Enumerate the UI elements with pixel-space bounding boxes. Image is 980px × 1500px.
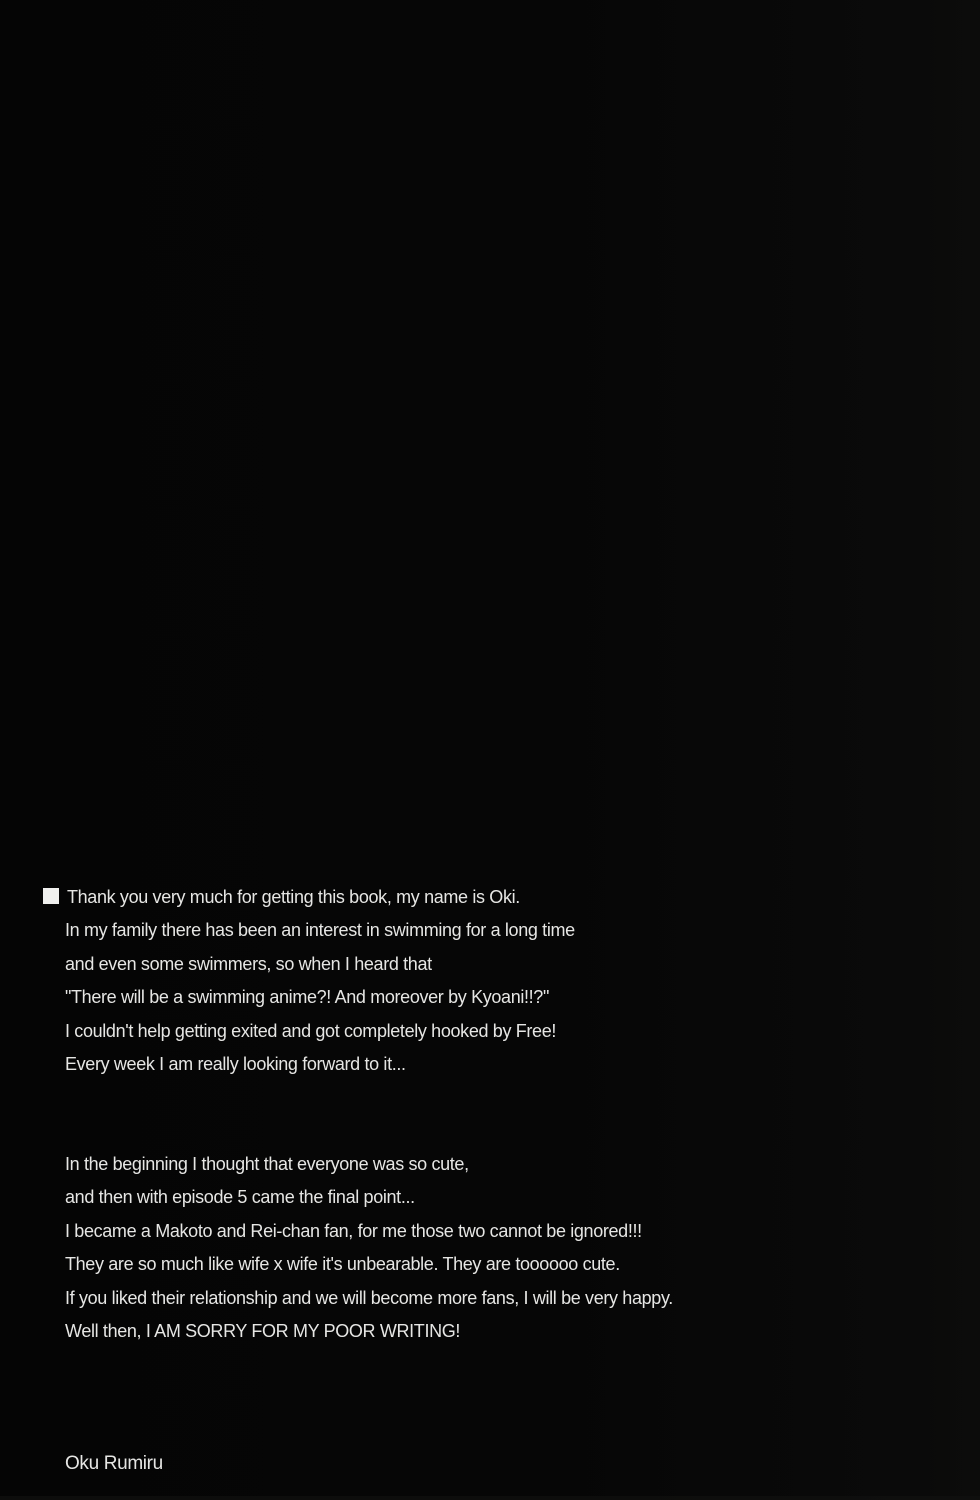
afterword-line: In my family there has been an interest in swimming for a long time <box>65 920 575 941</box>
afterword-line <box>43 881 575 914</box>
afterword-line: If you liked their relationship and we will become more fans, I will be very happy. <box>65 1287 673 1308</box>
square-bullet-icon <box>43 888 59 904</box>
afterword-intro-paragraph <box>43 881 575 1081</box>
author-signature: Oku Rumiru <box>65 1453 163 1474</box>
afterword-line: I became a Makoto and Rei-chan fan, for me those two cannot be ignored!!! <box>65 1220 642 1241</box>
afterword-line: "There will be a swimming anime?! And moreover by Kyoani!!?" <box>65 987 550 1008</box>
afterword-line: and then with episode 5 came the final point... <box>65 1187 415 1208</box>
afterword-line: In the beginning I thought that everyone was so cute, <box>65 1154 469 1174</box>
afterword-line: Every week I am really looking forward to it... <box>65 1054 406 1075</box>
afterword-line: Well then, I AM SORRY FOR MY POOR WRITING! <box>65 1321 461 1342</box>
afterword-line: and even some swimmers, so when I heard that <box>65 953 432 974</box>
afterword-line-text: Thank you very much for getting this book, my name is Oki. <box>67 887 520 907</box>
afterword-line: They are so much like wife x wife it's unbearable. They are toooooo cute. <box>65 1254 620 1275</box>
afterword-line: I couldn't help getting exited and got completely hooked by Free! <box>65 1020 557 1041</box>
afterword-body-paragraph <box>43 1148 673 1348</box>
